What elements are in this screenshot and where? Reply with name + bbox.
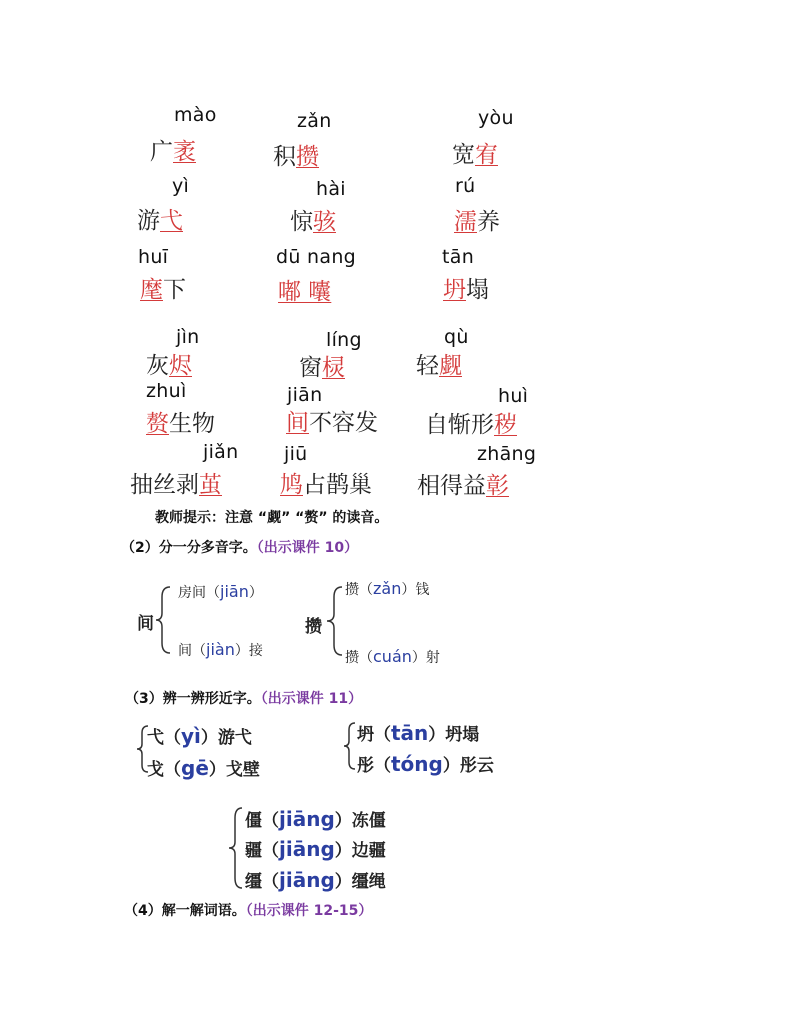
pinyin-you: yòu — [478, 107, 514, 129]
section-title: （3）辨一辨形近字。 — [125, 691, 261, 707]
word-danta — [443, 271, 489, 304]
word-plain: 不容发 — [309, 410, 378, 436]
item-text: ）彤云 — [442, 756, 494, 776]
courseware-note: （出示课件 12-15） — [245, 903, 373, 919]
item-text: ）接 — [234, 643, 263, 659]
word-plain: 游 — [137, 208, 160, 234]
target-char: 骇 — [313, 209, 336, 235]
word-plain: 轻 — [416, 353, 439, 379]
word-guangmao — [150, 133, 196, 166]
word-plain: 塌 — [466, 277, 489, 303]
word-plain: 宽 — [452, 142, 475, 168]
target-char: 赘 — [146, 411, 169, 437]
item-text: 戈（ — [147, 760, 181, 780]
target-char: 秽 — [494, 412, 517, 438]
target-char: 棂 — [322, 355, 345, 381]
word-jizan — [273, 138, 319, 171]
pinyin-hui: huī — [138, 246, 169, 268]
brace-tan-tong — [343, 721, 357, 771]
brace-zan — [324, 585, 344, 657]
item-text: ）缰绳 — [334, 872, 386, 892]
target-char: 嘟 囔 — [278, 279, 332, 305]
similar-jiang-3 — [245, 867, 386, 892]
word-plain: 灰 — [146, 353, 169, 379]
item-text: 坍（ — [357, 725, 391, 745]
item-pinyin: yì — [181, 724, 201, 748]
item-text: 房间（ — [178, 585, 220, 601]
similar-jiang-2 — [245, 836, 386, 861]
item-text: ） — [248, 585, 263, 601]
pinyin-tan: tān — [442, 246, 475, 268]
pinyin-zhui: zhuì — [146, 380, 187, 402]
section-4-heading — [124, 900, 372, 920]
target-char: 茧 — [199, 472, 222, 498]
section-3-heading — [125, 688, 362, 708]
pinyin-jian: jiān — [287, 384, 323, 406]
word-jiuzhanquechao — [280, 466, 372, 499]
similar-ge — [147, 755, 260, 780]
item-text: 缰（ — [245, 872, 279, 892]
word-plain: 下 — [163, 277, 186, 303]
item-pinyin: cuán — [373, 647, 412, 666]
pinyin-ling: líng — [326, 329, 362, 351]
pinyin-zan: zǎn — [297, 110, 332, 132]
word-plain: 占鹊巢 — [303, 472, 372, 498]
pinyin-hui2: huì — [498, 385, 529, 407]
target-char: 攒 — [296, 144, 319, 170]
word-youyi — [137, 202, 183, 235]
word-zicanxinghui — [425, 406, 517, 439]
poly-jian-item-2 — [178, 640, 263, 660]
pinyin-jiu: jiū — [284, 443, 308, 465]
pinyin-ru: rú — [455, 175, 476, 197]
target-char: 觑 — [439, 353, 462, 379]
similar-jiang-1 — [245, 806, 386, 831]
courseware-note: （出示课件 11） — [260, 691, 363, 707]
word-plain: 积 — [273, 144, 296, 170]
word-zhuishengwu — [146, 405, 215, 438]
word-kuanyou — [452, 136, 498, 169]
item-pinyin: tóng — [391, 752, 443, 776]
brace-jian — [154, 585, 174, 655]
poly-char-jian: 间 — [137, 614, 154, 634]
item-pinyin: jiān — [220, 582, 249, 601]
item-text: ）边疆 — [334, 841, 386, 861]
pinyin-dunang: dū nang — [276, 246, 357, 268]
target-char: 麾 — [140, 277, 163, 303]
brace-jiang — [228, 806, 244, 890]
word-huixia — [140, 271, 186, 304]
item-pinyin: tān — [391, 721, 429, 745]
poly-jian-item-1 — [178, 582, 263, 602]
item-text: 疆（ — [245, 841, 279, 861]
target-char: 宥 — [475, 142, 498, 168]
similar-tan — [357, 720, 479, 745]
word-chuangling — [299, 349, 345, 382]
word-plain: 惊 — [290, 209, 313, 235]
target-char: 烬 — [169, 353, 192, 379]
word-huijin — [146, 347, 192, 380]
word-plain: 相得益 — [417, 473, 486, 499]
item-text: 彤（ — [357, 756, 391, 776]
item-pinyin: jiāng — [279, 868, 335, 892]
word-dunang — [278, 273, 331, 306]
item-text: ）游弋 — [200, 728, 252, 748]
item-text: 弋（ — [147, 728, 181, 748]
word-jinghai — [290, 203, 336, 236]
item-text: ）射 — [411, 650, 440, 666]
word-plain: 自惭形 — [425, 412, 494, 438]
target-char: 濡 — [454, 209, 477, 235]
section-title: （4）解一解词语。 — [124, 903, 246, 919]
word-chousibojian — [130, 466, 222, 499]
item-pinyin: jiàn — [206, 640, 235, 659]
target-char: 彰 — [486, 473, 509, 499]
target-char: 鸠 — [280, 472, 303, 498]
pinyin-zhang: zhāng — [477, 443, 537, 465]
poly-zan-item-1 — [345, 579, 429, 599]
item-pinyin: jiāng — [279, 837, 335, 861]
target-char: 弋 — [160, 208, 183, 234]
item-text: 攒（ — [345, 582, 373, 598]
word-jianburongfa — [286, 404, 378, 437]
section-title: （2）分一分多音字。 — [121, 540, 257, 556]
pinyin-hai: hài — [316, 178, 346, 200]
poly-char-zan: 攒 — [305, 617, 322, 637]
item-text: ）坍塌 — [428, 725, 480, 745]
item-text: ）戈壁 — [208, 760, 260, 780]
item-text: ）钱 — [401, 582, 430, 598]
word-plain: 窗 — [299, 355, 322, 381]
target-char: 坍 — [443, 277, 466, 303]
word-plain: 养 — [477, 209, 500, 235]
item-text: 攒（ — [345, 650, 373, 666]
item-text: 间（ — [178, 643, 206, 659]
pinyin-qu: qù — [444, 326, 469, 348]
word-ruyang — [454, 203, 500, 236]
similar-tong — [357, 751, 494, 776]
item-text: ）冻僵 — [334, 811, 386, 831]
word-xiangdeyizhang — [417, 467, 509, 500]
pinyin-yi: yì — [172, 175, 190, 197]
target-char: 间 — [286, 410, 309, 436]
word-plain: 生物 — [169, 411, 215, 437]
section-2-heading — [121, 537, 358, 557]
item-text: 僵（ — [245, 811, 279, 831]
poly-zan-item-2 — [345, 647, 440, 667]
word-plain: 广 — [150, 139, 173, 165]
word-qingqu — [416, 347, 462, 380]
teacher-tip: 教师提示：注意 “觑” “赘” 的读音。 — [155, 510, 389, 526]
item-pinyin: zǎn — [373, 579, 402, 598]
item-pinyin: jiāng — [279, 807, 335, 831]
target-char: 袤 — [173, 139, 196, 165]
pinyin-jian2: jiǎn — [203, 441, 239, 463]
courseware-note: （出示课件 10） — [256, 540, 359, 556]
similar-yi — [147, 723, 252, 748]
word-plain: 抽丝剥 — [130, 472, 199, 498]
pinyin-mao: mào — [174, 104, 217, 126]
pinyin-jin: jìn — [176, 326, 200, 348]
item-pinyin: gē — [181, 756, 209, 780]
